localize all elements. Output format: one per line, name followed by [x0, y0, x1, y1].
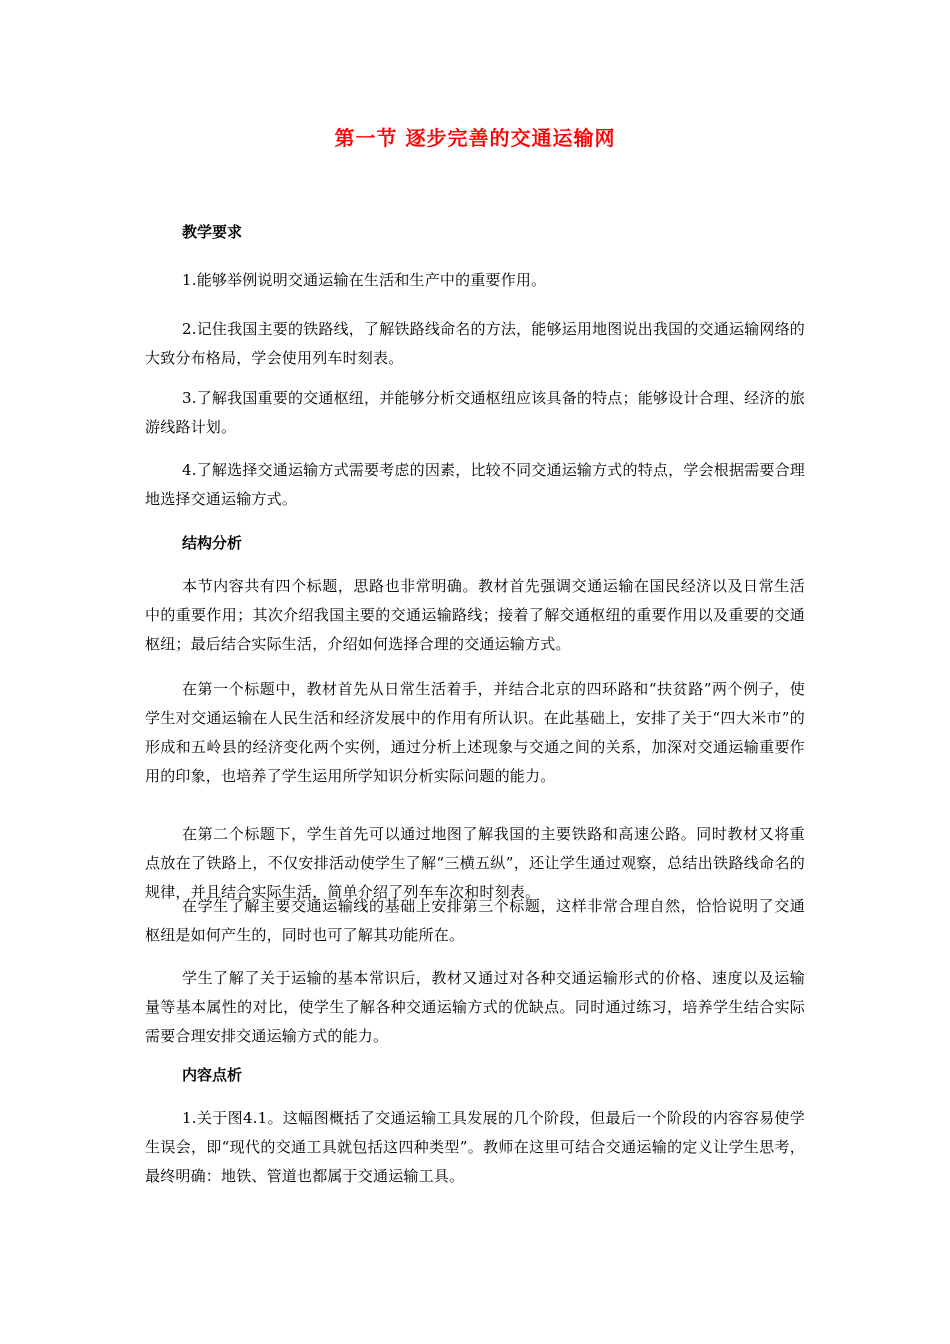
- paragraph-structure-3: 在第二个标题下，学生首先可以通过地图了解我国的主要铁路和高速公路。同时教材又将重点放在了铁路上，不仅安排活动使学生了解“三横五纵”，还让学生通过观察，总结出铁路线命名的规律，并且结合实际生活，简单介绍了列车车次和时刻表。: [145, 825, 805, 901]
- paragraph-structure-2: 在第一个标题中，教材首先从日常生活着手，并结合北京的四环路和“扶贫路”两个例子，使学生对交通运输在人民生活和经济发展中的作用有所认识。在此基础上，安排了关于“四大米市”的形成和五岭县的经济变化两个实例，通过分析上述现象与交通之间的关系，加深对交通运输重要作用的印象，也培养了学生运用所学知识分析实际问题的能力。: [145, 680, 805, 785]
- paragraph-structure-1: 本节内容共有四个标题，思路也非常明确。教材首先强调交通运输在国民经济以及日常生活中的重要作用；其次介绍我国主要的交通运输路线；接着了解交通枢纽的重要作用以及重要的交通枢纽；最后结合实际生活，介绍如何选择合理的交通运输方式。: [145, 577, 805, 653]
- paragraph-requirement-1: 1.能够举例说明交通运输在生活和生产中的重要作用。: [182, 271, 547, 289]
- section-heading-teaching-requirements: 教学要求: [182, 223, 243, 241]
- page-title: 第一节 逐步完善的交通运输网: [334, 126, 616, 150]
- paragraph-content-1: 1.关于图4.1。这幅图概括了交通运输工具发展的几个阶段，但最后一个阶段的内容容易使学生误会，即“现代的交通工具就包括这四种类型”。教师在这里可结合交通运输的定义让学生思考，最终明确：地铁、管道也都属于交通运输工具。: [145, 1109, 805, 1185]
- paragraph-structure-5: 学生了解了关于运输的基本常识后，教材又通过对各种交通运输形式的价格、速度以及运输量等基本属性的对比，使学生了解各种交通运输方式的优缺点。同时通过练习，培养学生结合实际需要合理安排交通运输方式的能力。: [145, 969, 805, 1045]
- section-heading-structure-analysis: 结构分析: [182, 534, 243, 552]
- paragraph-requirement-4: 4.了解选择交通运输方式需要考虑的因素，比较不同交通运输方式的特点，学会根据需要合理地选择交通运输方式。: [145, 461, 805, 508]
- paragraph-structure-4: 在学生了解主要交通运输线的基础上安排第三个标题，这样非常合理自然，恰恰说明了交通枢纽是如何产生的，同时也可了解其功能所在。: [145, 897, 805, 944]
- paragraph-requirement-2: 2.记住我国主要的铁路线，了解铁路线命名的方法，能够运用地图说出我国的交通运输网络的大致分布格局，学会使用列车时刻表。: [145, 320, 805, 367]
- section-heading-content-analysis: 内容点析: [182, 1066, 243, 1084]
- paragraph-requirement-3: 3.了解我国重要的交通枢纽，并能够分析交通枢纽应该具备的特点；能够设计合理、经济的旅游线路计划。: [145, 389, 805, 436]
